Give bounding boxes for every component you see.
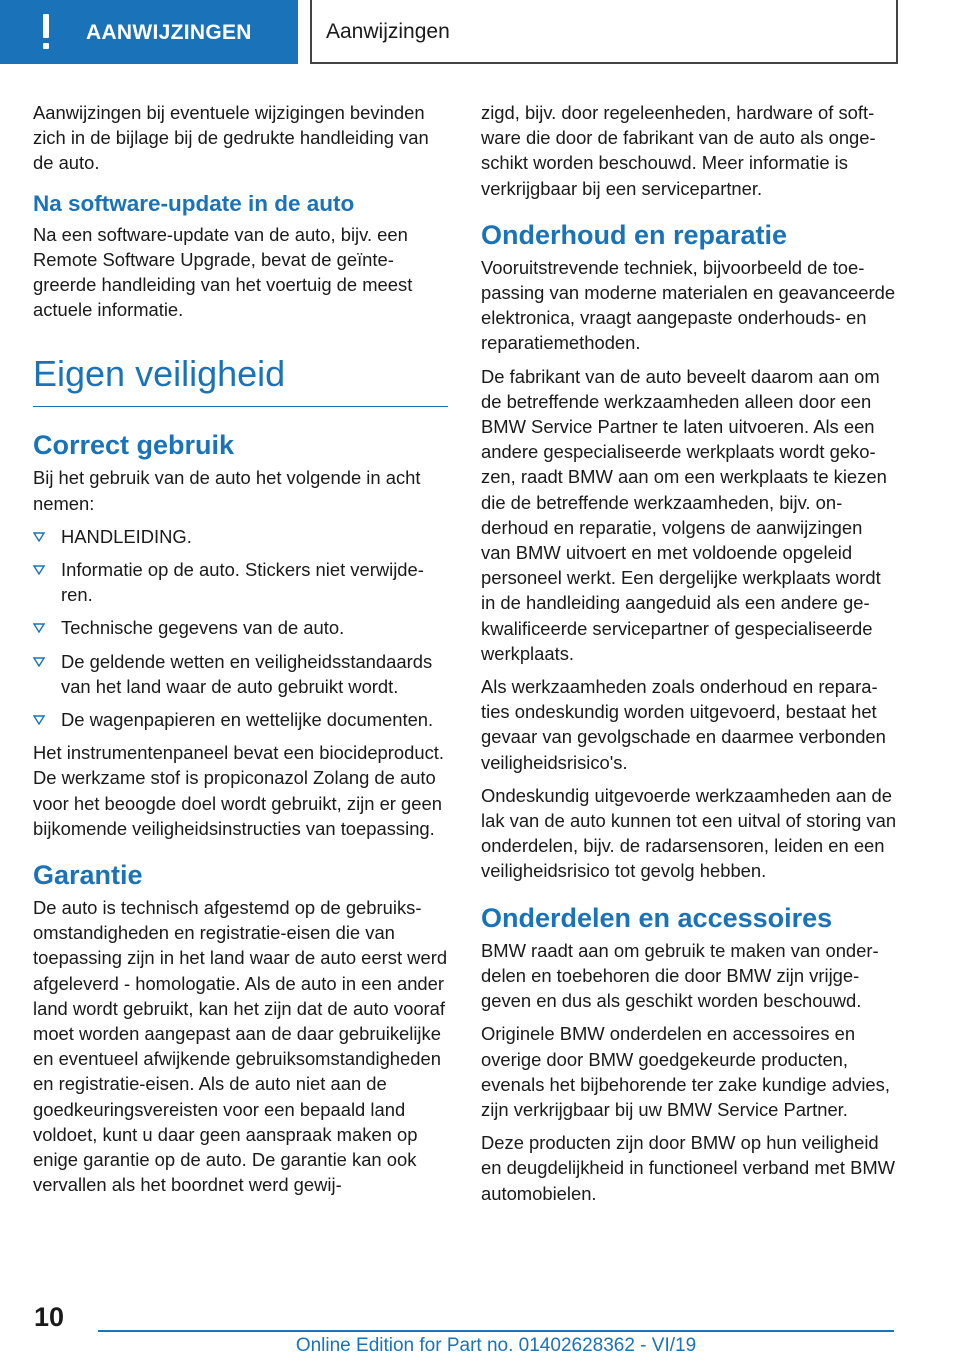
heading-eigen-veiligheid: Eigen veiligheid [33,352,448,407]
subheading-software-update: Na software-update in de auto [33,190,355,216]
left-column [33,100,448,1206]
subheading-garantie: Garantie [33,860,143,891]
section-title-frame [310,0,898,64]
list-item-text: Informatie op de auto. Stickers niet verwijderen. [61,559,424,606]
list-item [33,557,448,607]
paragraph: De fabrikant van de auto beveelt daarom aan om de betreffende werkzaamheden alleen door een BMW Service Partner te laten uitvoeren. Als een andere gespecialiseerde werkplaats wordt gekozen, raadt BMW aan om een werkplaats te kiezen die de betreffende werkzaamheden, bijv. onderhoud en reparatie, volgens de aanwijzingen van BMW uitvoert en met voldoende opgeleid personeel werkt. Een dergelijke werkplaats wordt in de handleiding aangeduid als een andere gekwalificeerde servicepartner of gespecialiseerde werkplaats. [481,365,887,664]
section-tab [0,0,298,64]
paragraph: De auto is technisch afgestemd op de gebruiksomstandigheden en registratie-eisen die van toepassing zijn in het land waar de auto eerst werd afgeleverd - homologatie. Als de auto in een ander land wordt gebruikt, kan het zijn dat de auto vooraf moet worden aangepast aan de daar gebruikelijke en eventueel afwijkende gebruiksomstandigheden en registratie-eisen. Als de auto niet aan de goedkeuringsvereisten voor een bepaald land voldoet, kunt u daar geen aanspraak maken op enige garantie op de auto. De garantie kan ook vervallen als het boordnet werd gewij- [33,897,448,1196]
paragraph: zigd, bijv. door regeleenheden, hardware of software die door de fabrikant van de auto als ongeschikt worden beschouwd. Meer informatie is verkrijgbaar bij een servicepartner. [481,102,876,199]
exclamation-icon [40,14,52,50]
usage-list [33,524,448,732]
triangle-bullet-icon [33,565,45,575]
list-item [33,615,448,640]
edition-footer: Online Edition for Part no. 01402628362 - VI/19 [295,1335,697,1356]
list-item [33,707,448,732]
paragraph: Originele BMW onderdelen en accessoires en overige door BMW goedgekeurde producten, evenals het bijbehorende ter zake kundige advies, zijn verkrijgbaar bij uw BMW Service Partner. [481,1023,890,1120]
triangle-bullet-icon [33,623,45,633]
list-item-text: Technische gegevens van de auto. [61,617,345,639]
subheading-onderhoud: Onderhoud en reparatie [481,219,788,250]
list-item [33,524,448,549]
paragraph: Na een software-update van de auto, bijv. een Remote Software Upgrade, bevat de geïntegreerde handleiding van het voertuig de meest actuele informatie. [33,223,413,321]
triangle-bullet-icon [33,532,45,542]
right-column [481,100,897,1214]
subheading-onderdelen: Onderdelen en accessoires [481,902,833,933]
triangle-bullet-icon [33,657,45,667]
footer-divider [98,1330,894,1332]
section-tab-label: AANWIJZINGEN [86,21,252,44]
page-header [0,0,960,66]
list-item-text: HANDLEIDING. [61,525,192,547]
paragraph: BMW raadt aan om gebruik te maken van onderdelen en toebehoren die door BMW zijn vrijgegeven en dus als geschikt worden beschouwd. [481,939,879,1012]
paragraph: Het instrumentenpaneel bevat een biocideproduct. De werkzame stof is propiconazol Zolang de auto voor het beoogde doel wordt gebruikt, zijn er geen bijkomende veiligheidsinstructies van toepassing. [33,742,444,839]
page-number: 10 [34,1302,65,1332]
triangle-bullet-icon [33,715,45,725]
paragraph: Deze producten zijn door BMW op hun veiligheid en deugdelijkheid in functioneel verband met BMW automobielen. [481,1132,896,1204]
list-item-text: De geldende wetten en veiligheidsstandaards van het land waar de auto gebruikt wordt. [61,650,433,697]
paragraph: Aanwijzingen bij eventuele wijzigingen bevinden zich in de bijlage bij de gedrukte handleiding van de auto. [33,102,429,174]
paragraph: Ondeskundig uitgevoerde werkzaamheden aan de lak van de auto kunnen tot een uitval of storing van onderdelen, bijv. de radarsensoren, leiden en een veiligheidsrisico tot gevolg hebben. [481,784,897,882]
list-item-text: De wagenpapieren en wettelijke documenten. [61,709,434,731]
subheading-correct-gebruik: Correct gebruik [33,430,235,461]
paragraph: Vooruitstrevende techniek, bijvoorbeeld de toepassing van moderne materialen en geavanceerde elektronica, vraagt aangepaste onderhouds- en reparatiemethoden. [481,256,896,354]
section-title: Aanwijzingen [326,20,450,43]
list-item [33,649,448,699]
paragraph: Als werkzaamheden zoals onderhoud en reparaties ondeskundig worden uitgevoerd, bestaat het gevaar van gevolgschade en daarmee verbonden veiligheidsrisico's. [481,676,886,773]
paragraph: Bij het gebruik van de auto het volgende in acht nemen: [33,467,421,514]
